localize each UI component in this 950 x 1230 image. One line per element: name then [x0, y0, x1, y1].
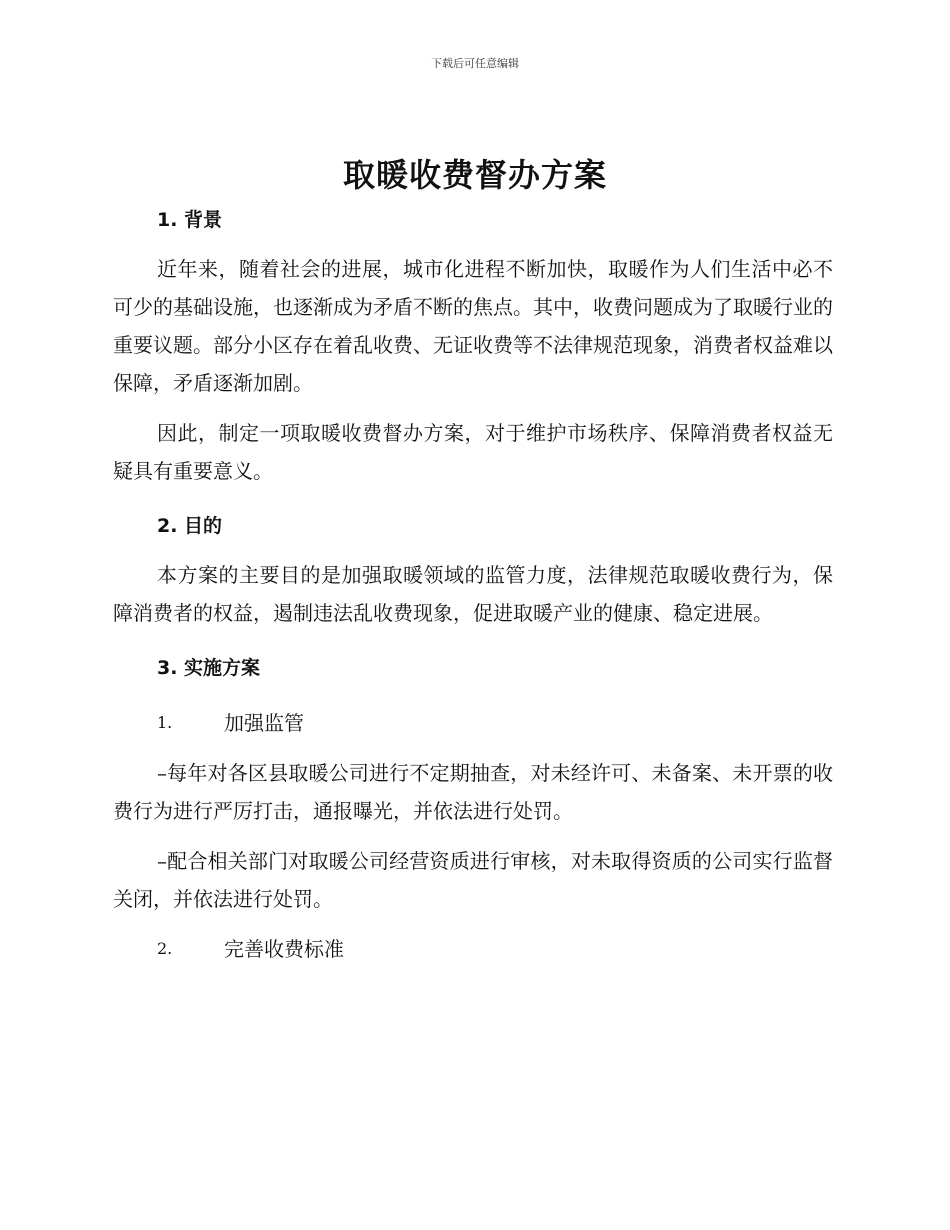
document-title: 取暖收费督办方案 — [342, 156, 607, 194]
background-paragraph-1: 近年来，随着社会的进展，城市化进程不断加快，取暖作为人们生活中必不可少的基础设施，也逐渐成为矛盾不断的焦点。其中，收费问题成为了取暖行业的重要议题。部分小区存在着乱收费、无证收费等不法律规范现象，消费者权益难以保障，矛盾逐渐加剧。 — [113, 257, 833, 395]
numbered-item-2 — [157, 930, 833, 968]
item-number: 1. — [157, 713, 173, 732]
item1-bullet-2: –配合相关部门对取暖公司经营资质进行审核，对未取得资质的公司实行监督关闭，并依法进行处罚。 — [113, 849, 833, 911]
item-label: 加强监管 — [224, 711, 304, 735]
purpose-paragraph-1: 本方案的主要目的是加强取暖领域的监管力度，法律规范取暖收费行为，保障消费者的权益，遏制违法乱收费现象，促进取暖产业的健康、稳定进展。 — [113, 563, 833, 625]
item-label: 完善收费标准 — [224, 937, 344, 961]
header-note: 下载后可任意编辑 — [431, 57, 519, 70]
document-body — [113, 202, 833, 968]
section-heading-background: 1. 背景 — [157, 209, 223, 231]
item-number: 2. — [157, 939, 173, 958]
section-heading-purpose: 2. 目的 — [157, 515, 223, 537]
section-heading-implementation: 3. 实施方案 — [157, 657, 261, 679]
numbered-item-1 — [157, 704, 833, 742]
item1-bullet-1: –每年对各区县取暖公司进行不定期抽查，对未经许可、未备案、未开票的收费行为进行严厉打击，通报曝光，并依法进行处罚。 — [113, 761, 833, 823]
background-paragraph-2: 因此，制定一项取暖收费督办方案，对于维护市场秩序、保障消费者权益无疑具有重要意义。 — [113, 421, 833, 483]
